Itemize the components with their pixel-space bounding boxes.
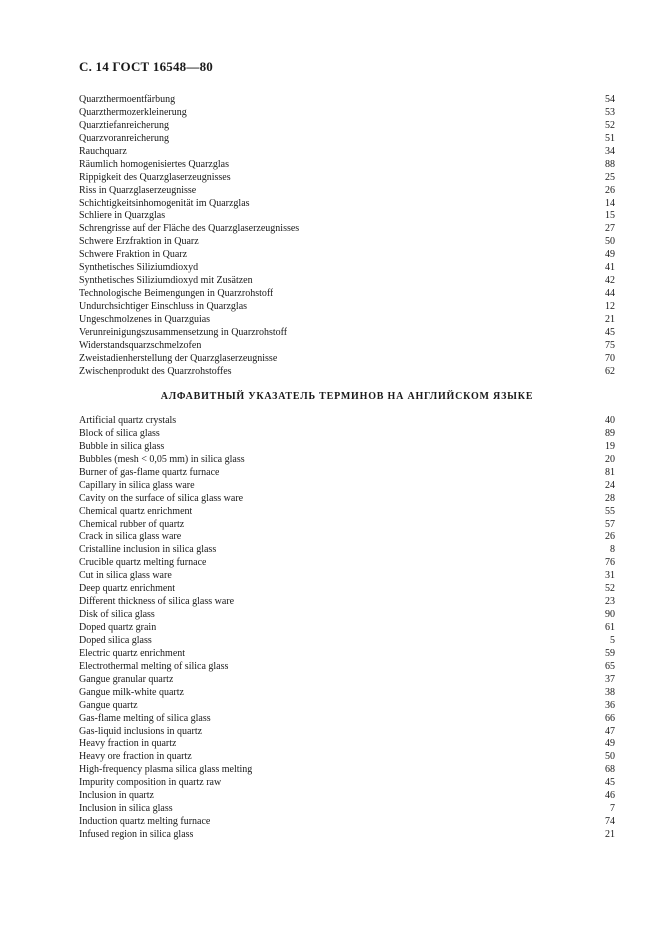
index-entry [79, 570, 615, 583]
index-page-number: 66 [605, 712, 615, 724]
index-term: Quarzvoranreicherung [79, 132, 169, 144]
index-entry [79, 275, 615, 288]
index-page-number: 8 [610, 544, 615, 556]
index-entry [79, 366, 615, 379]
index-entry [79, 340, 615, 353]
index-entry [79, 353, 615, 366]
index-page-number: 21 [605, 829, 615, 840]
index-entry [79, 803, 615, 816]
index-page-number: 55 [605, 505, 615, 517]
index-entry [79, 428, 615, 441]
index-page-number: 26 [605, 531, 615, 543]
index-term: Rauchquarz [79, 145, 127, 157]
index-term: Rippigkeit des Quarzglaserzeugnisses [79, 171, 231, 183]
index-page-number: 52 [605, 583, 615, 595]
index-term: Artificial quartz crystals [79, 415, 177, 426]
index-entry [79, 107, 615, 120]
index-term: Cavity on the surface of silica glass ware [79, 492, 244, 504]
index-page-number: 25 [605, 171, 615, 183]
index-entry [79, 146, 615, 159]
index-page-number: 49 [605, 738, 615, 750]
index-entry [79, 288, 615, 301]
index-term: Zweistadienherstellung der Quarzglaserzeugnisse [79, 352, 278, 364]
index-term: Riss in Quarzglaserzeugnisse [79, 184, 197, 196]
index-page-number: 50 [605, 236, 615, 248]
index-term: Capillary in silica glass ware [79, 479, 195, 491]
index-page-number: 36 [605, 699, 615, 711]
index-page-number: 59 [605, 647, 615, 659]
index-term: Chemical rubber of quartz [79, 518, 185, 530]
index-page-number: 68 [605, 764, 615, 776]
index-entry [79, 544, 615, 557]
index-page-number: 62 [605, 365, 615, 377]
index-term: Schliere in Quarzglas [79, 210, 166, 222]
index-term: Bubbles (mesh < 0,05 mm) in silica glass [79, 453, 245, 465]
index-term: Crack in silica glass ware [79, 531, 182, 543]
index-entry [79, 467, 615, 480]
index-entry [79, 441, 615, 454]
index-term: Synthetisches Siliziumdioxyd [79, 262, 199, 274]
index-term: Electric quartz enrichment [79, 647, 186, 659]
index-page-number: 12 [605, 301, 615, 312]
index-page-number: 49 [605, 249, 615, 261]
index-term: Disk of silica glass [79, 609, 155, 621]
index-entry [79, 700, 615, 713]
index-entry [79, 506, 615, 519]
index-entry [79, 609, 615, 622]
index-term: Doped silica glass [79, 634, 152, 646]
index-page-number: 50 [605, 751, 615, 763]
index-entry [79, 816, 615, 829]
index-entry [79, 133, 615, 146]
index-entry [79, 596, 615, 609]
index-term: Heavy fraction in quartz [79, 738, 177, 750]
index-entry [79, 531, 615, 544]
index-entry [79, 635, 615, 648]
index-term: Undurchsichtiger Einschluss in Quarzglas [79, 301, 248, 312]
index-term: High-frequency plasma silica glass melting [79, 764, 253, 776]
index-term: Quarzthermozerkleinerung [79, 106, 187, 118]
index-entry [79, 120, 615, 133]
index-entry [79, 415, 615, 428]
index-page-number: 19 [605, 440, 615, 452]
index-entry [79, 674, 615, 687]
index-page-number: 37 [605, 673, 615, 685]
index-term: Heavy ore fraction in quartz [79, 751, 192, 763]
index-page-number: 28 [605, 492, 615, 504]
index-term: Bubble in silica glass [79, 440, 165, 452]
index-entry [79, 94, 615, 107]
index-entry [79, 790, 615, 803]
index-page-number: 90 [605, 609, 615, 621]
index-entry [79, 557, 615, 570]
index-page-number: 23 [605, 596, 615, 608]
index-entry [79, 751, 615, 764]
english-index-heading: АЛФАВИТНЫЙ УКАЗАТЕЛЬ ТЕРМИНОВ НА АНГЛИЙСКОМ ЯЗЫКЕ [160, 391, 534, 402]
index-entry [79, 327, 615, 340]
index-page-number: 45 [605, 326, 615, 338]
index-page-number: 40 [605, 415, 615, 426]
index-entry [79, 198, 615, 211]
index-term: Widerstandsquarzschmelzofen [79, 339, 202, 351]
index-term: Impurity composition in quartz raw [79, 777, 222, 789]
index-entry [79, 519, 615, 532]
index-page-number: 81 [605, 466, 615, 478]
index-term: Inclusion in silica glass [79, 803, 173, 815]
index-entry [79, 262, 615, 275]
index-entry [79, 172, 615, 185]
index-page-number: 26 [605, 184, 615, 196]
index-page-number: 52 [605, 119, 615, 131]
index-page-number: 14 [605, 197, 615, 209]
index-term: Ungeschmolzenes in Quarzguias [79, 313, 211, 325]
index-page-number: 42 [605, 275, 615, 287]
index-page-number: 20 [605, 453, 615, 465]
index-page-number: 54 [605, 94, 615, 105]
index-entry [79, 159, 615, 172]
index-term: Deep quartz enrichment [79, 583, 176, 595]
index-page-number: 65 [605, 660, 615, 672]
index-page-number: 88 [605, 158, 615, 170]
index-page-number: 51 [605, 132, 615, 144]
index-page-number: 61 [605, 622, 615, 633]
index-page-number: 47 [605, 725, 615, 737]
index-entry [79, 738, 615, 751]
index-term: Schichtigkeitsinhomogenität im Quarzglas [79, 197, 250, 209]
index-page-number: 45 [605, 777, 615, 789]
index-term: Schrengrisse auf der Fläche des Quarzglaserzeugnisses [79, 223, 300, 235]
index-term: Schwere Erzfraktion in Quarz [79, 236, 199, 248]
index-term: Quarzthermoentfärbung [79, 94, 176, 105]
index-entry [79, 185, 615, 198]
index-page-number: 44 [605, 288, 615, 300]
index-term: Chemical quartz enrichment [79, 505, 193, 517]
index-page-number: 24 [605, 479, 615, 491]
english-term-index [79, 415, 615, 842]
index-entry [79, 764, 615, 777]
index-term: Crucible quartz melting furnace [79, 557, 207, 569]
index-entry [79, 829, 615, 842]
german-term-index [79, 94, 615, 379]
index-entry [79, 493, 615, 506]
index-entry [79, 583, 615, 596]
index-term: Gas-liquid inclusions in quartz [79, 725, 203, 737]
index-term: Different thickness of silica glass ware [79, 596, 235, 608]
index-entry [79, 648, 615, 661]
index-entry [79, 726, 615, 739]
index-entry [79, 661, 615, 674]
index-page-number: 74 [605, 816, 615, 828]
index-term: Inclusion in quartz [79, 790, 154, 802]
index-entry [79, 454, 615, 467]
index-page-number: 27 [605, 223, 615, 235]
index-page-number: 53 [605, 106, 615, 118]
index-page-number: 89 [605, 427, 615, 439]
index-term: Cristalline inclusion in silica glass [79, 544, 217, 556]
index-page-number: 5 [610, 634, 615, 646]
index-entry [79, 236, 615, 249]
index-entry [79, 314, 615, 327]
index-page-number: 21 [605, 313, 615, 325]
index-entry [79, 480, 615, 493]
index-page-number: 57 [605, 518, 615, 530]
index-term: Cut in silica glass ware [79, 570, 172, 582]
index-term: Burner of gas-flame quartz furnace [79, 466, 220, 478]
index-term: Gangue milk-white quartz [79, 686, 184, 698]
index-entry [79, 777, 615, 790]
index-term: Synthetisches Siliziumdioxyd mit Zusätzen [79, 275, 253, 287]
index-entry [79, 713, 615, 726]
index-page-number: 76 [605, 557, 615, 569]
page-header: С. 14 ГОСТ 16548—80 [79, 59, 213, 74]
index-term: Electrothermal melting of silica glass [79, 660, 229, 672]
index-term: Block of silica glass [79, 427, 160, 439]
index-page-number: 70 [605, 352, 615, 364]
index-entry [79, 687, 615, 700]
index-term: Schwere Fraktion in Quarz [79, 249, 188, 261]
index-entry [79, 249, 615, 262]
index-page-number: 75 [605, 339, 615, 351]
index-term: Zwischenprodukt des Quarzrohstoffes [79, 365, 232, 377]
index-term: Technologische Beimengungen in Quarzrohstoff [79, 288, 274, 300]
index-entry [79, 223, 615, 236]
index-term: Räumlich homogenisiertes Quarzglas [79, 158, 229, 170]
index-term: Gangue granular quartz [79, 673, 174, 685]
index-term: Verunreinigungszusammensetzung in Quarzrohstoff [79, 326, 288, 338]
index-entry [79, 210, 615, 223]
index-page-number: 46 [605, 790, 615, 802]
index-term: Doped quartz grain [79, 622, 157, 633]
index-entry [79, 622, 615, 635]
index-page-number: 41 [605, 262, 615, 274]
index-page-number: 15 [605, 210, 615, 222]
index-term: Quarztiefanreicherung [79, 119, 169, 131]
index-page-number: 7 [610, 803, 615, 815]
index-page-number: 31 [605, 570, 615, 582]
index-page-number: 34 [605, 145, 615, 157]
index-entry [79, 301, 615, 314]
index-page-number: 38 [605, 686, 615, 698]
index-term: Induction quartz melting furnace [79, 816, 211, 828]
index-term: Infused region in silica glass [79, 829, 194, 840]
index-term: Gangue quartz [79, 699, 138, 711]
index-term: Gas-flame melting of silica glass [79, 712, 211, 724]
